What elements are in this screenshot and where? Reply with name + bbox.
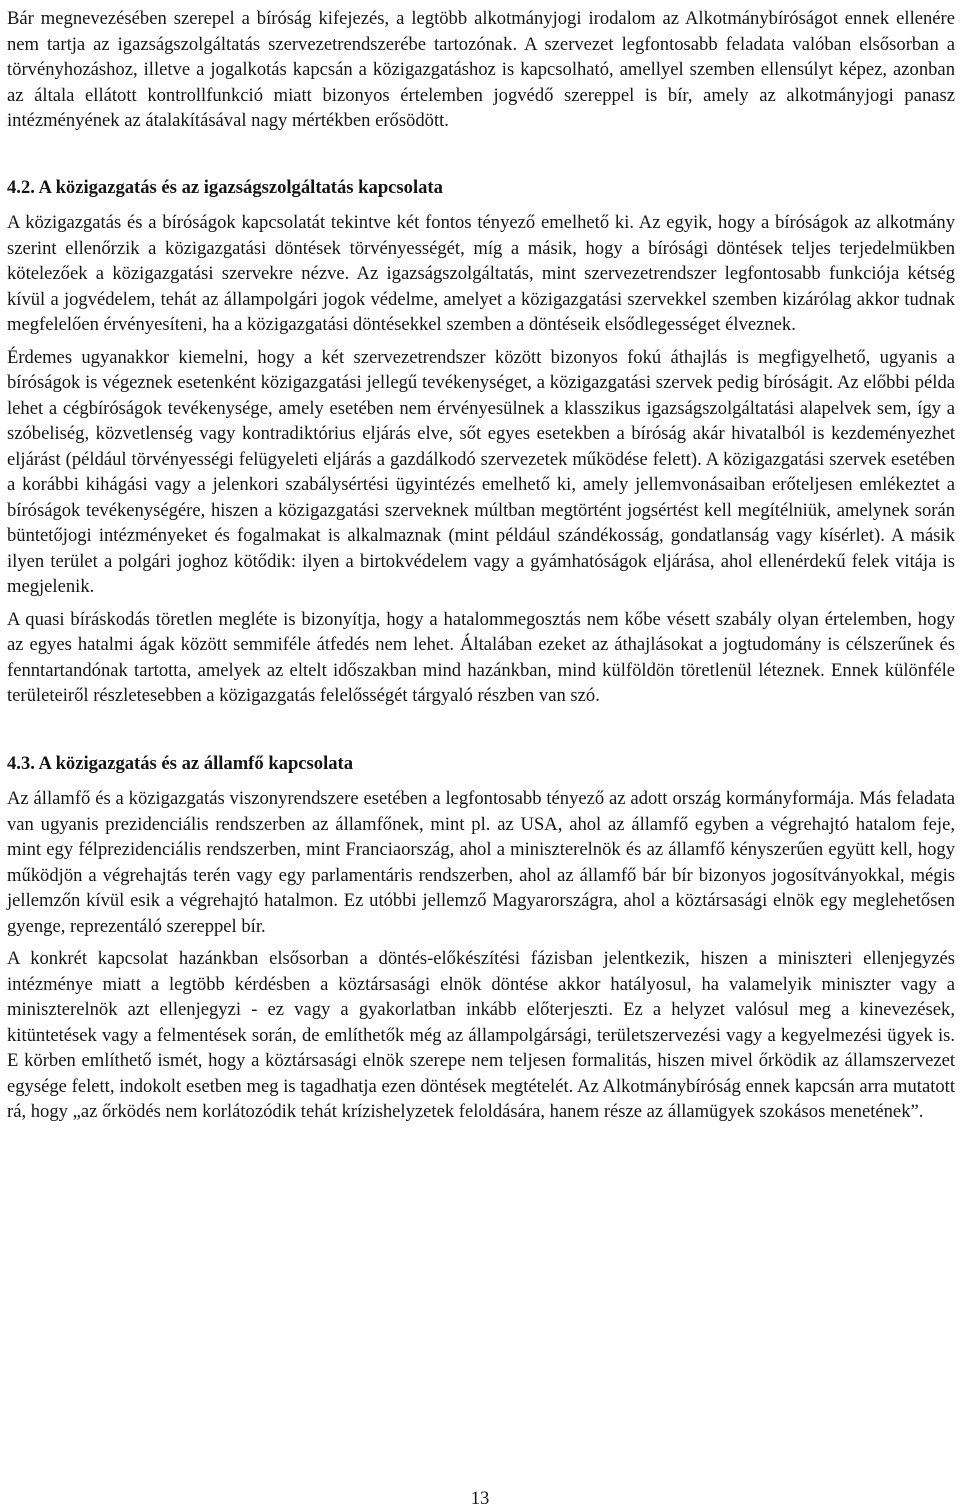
section-4-3-paragraph-1: Az államfő és a közigazgatás viszonyrendszere esetében a legfontosabb tényező az adott ország kormányformája. Más feladata van ugyanis prezidenciális rendszerben az államfőnek, mint pl. az USA, ahol az államfő egyben a végrehajtó hatalom feje, mint egy félprezidenciális rendszerben, mint Franciaország, ahol a miniszterelnök és az államfő kényszerűen együtt kell, hogy működjön a végrehajtás terén vagy egy parlamentáris rendszerben, ahol az államfő bár bír bizonyos jogosítványokkal, mégis jellemzőn kívül esik a végrehajtó hatalmon. Ez utóbbi jellemző Magyarországra, ahol a köztársasági elnök egy meglehetősen gyenge, reprezentáló szereppel bír.	[7, 788, 955, 937]
section-4-3-paragraph-2: A konkrét kapcsolat hazánkban elsősorban a döntés-előkészítési fázisban jelentkezik, hiszen a miniszteri ellenjegyzés intézménye miatt a legtöbb kérdésben a köztársasági elnök döntése akkor hatályosul, ha valamelyik miniszter vagy a miniszterelnök azt ellenjegyzi - ez vagy a gyakorlatban inkább előterjeszti. Ez a helyzet valósul meg a kinevezések, kitüntetések vagy a felmentések során, de említhetők még az állampolgársági, területszervezési vagy a kegyelmezési ügyek is. E körben említhető ismét, hogy a köztársasági elnök szerepe nem teljesen formalitás, hiszen mivel őrködik az államszervezet egysége felett, indokolt esetben meg is tagadhatja ezen döntések megtételét. Az Alkotmánybíróság ennek kapcsán arra mutatott rá, hogy „az őrködés nem korlátozódik tehát krízishelyzetek feloldására, hanem része az államügyek szokásos menetének”.	[7, 948, 955, 1122]
intro-paragraph: Bár megnevezésében szerepel a bíróság kifejezés, a legtöbb alkotmányjogi irodalom az Alkotmánybíróságot ennek ellenére nem tartja az igazságszolgáltatás szervezetrendszerébe tartozónak. A szervezet legfontosabb feladata valóban elsősorban a törvényhozáshoz, illetve a jogalkotás kapcsán a közigazgatáshoz is kapcsolható, amellyel szemben ellensúlyt képez, azonban az általa ellátott kontrollfunkció miatt bizonyos értelemben jogvédő szereppel is bír, amely az alkotmányjogi panasz intézményének az átalakításával nagy mértékben erősödött.	[7, 8, 955, 131]
section-4-2-paragraph-3: A quasi bíráskodás töretlen megléte is bizonyítja, hogy a hatalommegosztás nem kőbe vésett szabály olyan értelemben, hogy az egyes hatalmi ágak között semmiféle átfedés nem lehet. Általában ezeket az áthajlásokat a jogtudomány is célszerűnek és fenntartandónak tartotta, amelyek az eltelt időszakban mind hazánkban, mind külföldön töretlenül léteznek. Ennek különféle területeiről részletesebben a közigazgatás felelősségét tárgyaló részben van szó.	[7, 608, 955, 706]
document-page	[7, 6, 955, 1125]
section-heading-4-3: 4.3. A közigazgatás és az államfő kapcsolata	[7, 752, 354, 774]
section-4-2-paragraph-2: Érdemes ugyanakkor kiemelni, hogy a két szervezetrendszer között bizonyos fokú áthajlás is megfigyelhető, ugyanis a bíróságok is végeznek esetenként közigazgatási jellegű tevékenységet, a közigazgatási szervek pedig bíróságit. Az előbbi példa lehet a cégbíróságok tevékenysége, amely esetében nem érvényesülnek a klasszikus igazságszolgáltatási alapelvek sem, így a szóbeliség, közvetlenség vagy kontradiktórius eljárás elve, sőt egyes esetekben a bíróság akár hivatalból is kezdeményezhet eljárást (például törvényességi felügyeleti eljárás a gazdálkodó szervezetek működése felett). A közigazgatási szervek esetében a korábbi kihágási vagy a jelenkori szabálysértési ügyintézés emelhető ki, amely jellemvonásaiban erőteljesen emlékeztet a bíróságok tevékenységére, hiszen a közigazgatási szerveknek múltban megtörtént jogsértést kell megítélniük, amelynek során büntetőjogi intézményeket és fogalmakat is alkalmaznak (mint például szándékosság, gondatlanság vagy kísérlet). A másik ilyen terület a polgári joghoz kötődik: ilyen a birtokvédelem vagy a gyámhatóságok eljárása, ahol ellenérdekű felek vitája is megjelenik.	[7, 346, 955, 597]
section-4-2-paragraph-1: A közigazgatás és a bíróságok kapcsolatát tekintve két fontos tényező emelhető ki. Az egyik, hogy a bíróságok az alkotmány szerint ellenőrzik a közigazgatási döntések törvényességét, míg a másik, hogy a bírósági döntések teljes terjedelmükben kötelezőek a közigazgatási szervekre nézve. Az igazságszolgáltatás, mint szervezetrendszer legfontosabb funkciója kétség kívül a jogvédelem, tehát az állampolgári jogok védelme, amelyet a közigazgatási szervekkel szemben kizárólag akkor tudnak megfelelően érvényesíteni, ha a közigazgatási döntésekkel szemben a döntéseik elsődlegességet élveznek.	[7, 212, 955, 335]
page-number: 13	[470, 1488, 490, 1509]
section-heading-4-2: 4.2. A közigazgatás és az igazságszolgáltatás kapcsolata	[7, 176, 443, 198]
